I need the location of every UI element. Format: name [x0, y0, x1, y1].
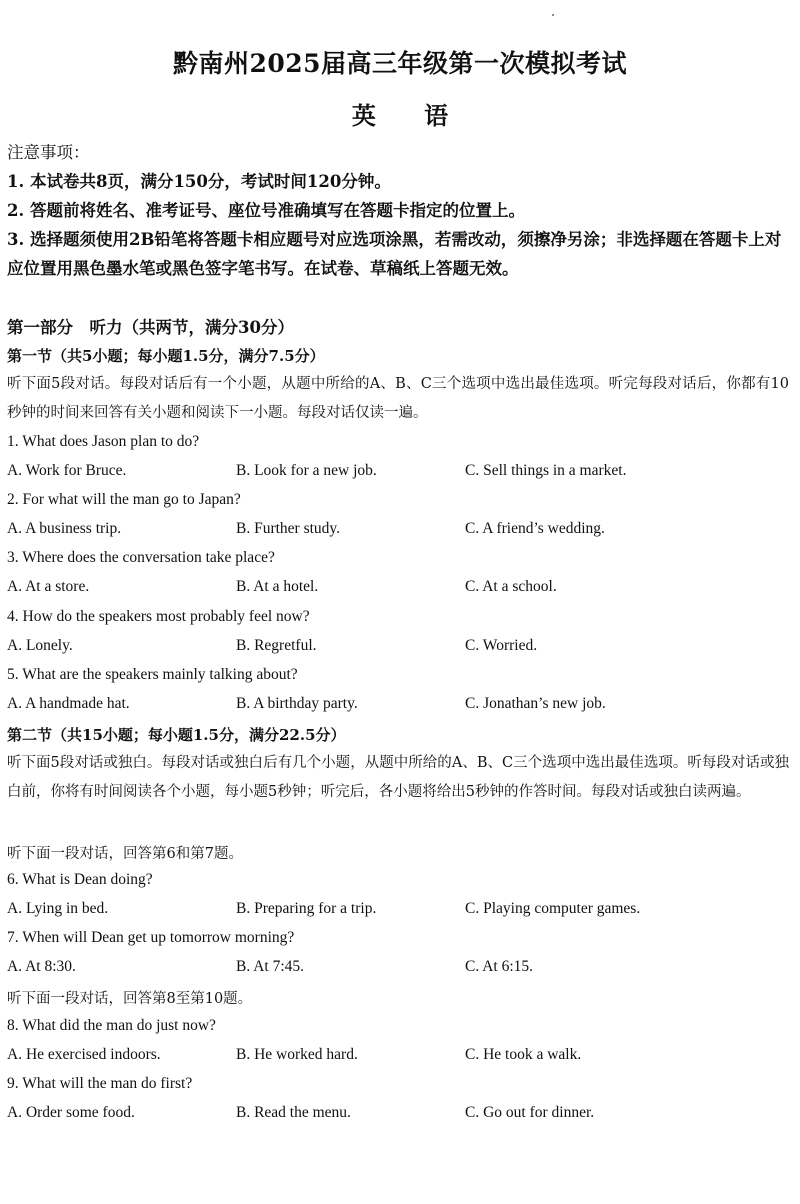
question-stem: 6. What is Dean doing? — [7, 871, 153, 888]
option-b: B. Look for a new job. — [236, 462, 377, 479]
option-a: A. A handmade hat. — [7, 695, 130, 712]
question-options — [7, 1104, 793, 1128]
option-b: B. At a hotel. — [236, 578, 319, 595]
question-stem: 8. What did the man do just now? — [7, 1017, 216, 1034]
section1-instructions: 听下面5段对话。每段对话后有一个小题，从题中所给的A、B、C三个选项中选出最佳选项。听完每段对话后，你都有10秒钟的时间来回答有关小题和阅读下一小题。每段对话仅读一遍。 — [7, 376, 789, 421]
option-b: B. He worked hard. — [236, 1046, 358, 1063]
question-options — [7, 637, 793, 661]
dialogue-lead-6-7: 听下面一段对话，回答第6和第7题。 — [7, 846, 243, 862]
option-c: C. Sell things in a market. — [465, 462, 627, 479]
option-c: C. He took a walk. — [465, 1046, 582, 1063]
section2-instructions: 听下面5段对话或独白。每段对话或独白后有几个小题，从题中所给的A、B、C三个选项中选出最佳选项。听每段对话或独白前，你将有时间阅读各个小题，每小题5秒钟；听完后，各小题将给出5秒钟的作答时间。每段对话或独白读两遍。 — [7, 755, 789, 800]
question-stem: 7. When will Dean get up tomorrow morning? — [7, 929, 295, 946]
question-options — [7, 578, 793, 602]
option-a: A. Lying in bed. — [7, 900, 109, 917]
option-c: C. Playing computer games. — [465, 900, 641, 917]
notice-block — [7, 138, 793, 283]
question-stem: 1. What does Jason plan to do? — [7, 433, 200, 450]
option-c: C. Jonathan’s new job. — [465, 695, 606, 712]
question-options — [7, 695, 793, 719]
question-options — [7, 958, 793, 982]
option-b: B. A birthday party. — [236, 695, 358, 712]
option-b: B. Preparing for a trip. — [236, 900, 377, 917]
option-a: A. A business trip. — [7, 520, 122, 537]
question-options — [7, 900, 793, 924]
question-stem: 5. What are the speakers mainly talking about? — [7, 666, 298, 683]
section1-heading: 第一节（共5小题；每小题1.5分，满分7.5分） — [7, 347, 325, 365]
option-a: A. Lonely. — [7, 637, 73, 654]
scan-speck — [552, 14, 554, 16]
option-b: B. Read the menu. — [236, 1104, 351, 1121]
option-c: C. At a school. — [465, 578, 557, 595]
option-b: B. At 7:45. — [236, 958, 305, 975]
option-b: B. Regretful. — [236, 637, 317, 654]
question-options — [7, 462, 793, 486]
notice-item-3: 3. 选择题须使用2B铅笔将答题卡相应题号对应选项涂黑，若需改动，须擦净另涂；非选择题在答题卡上对应位置用黑色墨水笔或黑色签字笔书写。在试卷、草稿纸上答题无效。 — [7, 230, 782, 278]
option-a: A. At 8:30. — [7, 958, 76, 975]
option-c: C. A friend’s wedding. — [465, 520, 605, 537]
option-c: C. At 6:15. — [465, 958, 534, 975]
option-a: A. He exercised indoors. — [7, 1046, 161, 1063]
notice-item-2: 2. 答题前将姓名、准考证号、座位号准确填写在答题卡指定的位置上。 — [7, 201, 525, 220]
question-stem: 9. What will the man do first? — [7, 1075, 193, 1092]
dialogue-lead-8-10: 听下面一段对话，回答第8至第10题。 — [7, 991, 253, 1007]
option-c: C. Worried. — [465, 637, 538, 654]
option-a: A. Order some food. — [7, 1104, 135, 1121]
option-a: A. Work for Bruce. — [7, 462, 127, 479]
option-b: B. Further study. — [236, 520, 341, 537]
notice-item-1: 1. 本试卷共8页，满分150分，考试时间120分钟。 — [7, 172, 391, 191]
option-c: C. Go out for dinner. — [465, 1104, 595, 1121]
section2-heading: 第二节（共15小题；每小题1.5分，满分22.5分） — [7, 726, 346, 744]
part1-heading: 第一部分 听力（共两节，满分30分） — [7, 318, 294, 337]
question-stem: 3. Where does the conversation take place? — [7, 549, 275, 566]
question-options — [7, 1046, 793, 1070]
subject-title: 英 语 — [351, 101, 469, 130]
question-stem: 4. How do the speakers most probably feel now? — [7, 608, 310, 625]
option-a: A. At a store. — [7, 578, 90, 595]
question-stem: 2. For what will the man go to Japan? — [7, 491, 241, 508]
exam-title: 黔南州2025届高三年级第一次模拟考试 — [172, 49, 628, 78]
notice-heading: 注意事项： — [7, 143, 90, 162]
question-options — [7, 520, 793, 544]
